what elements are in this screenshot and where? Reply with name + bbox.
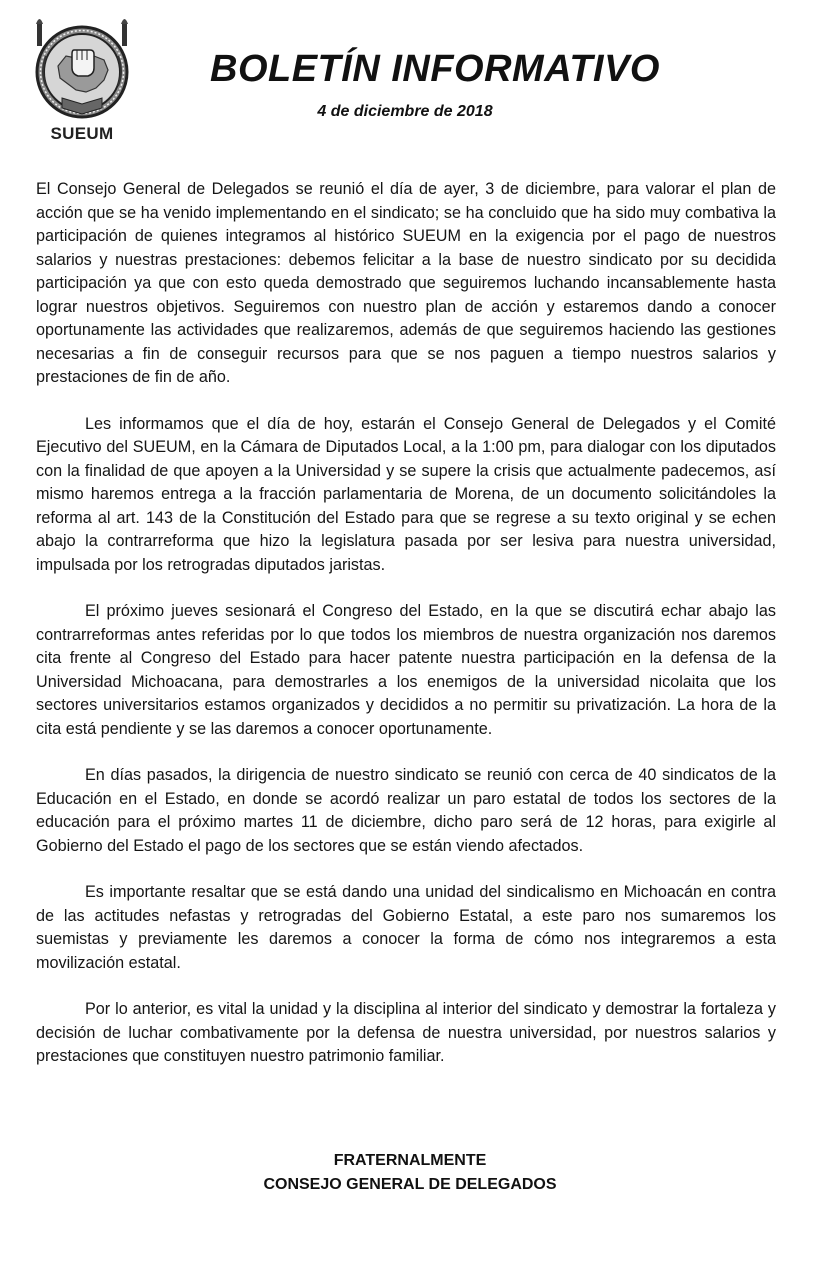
- logo-label: SUEUM: [50, 124, 114, 143]
- paragraph-4: En días pasados, la dirigencia de nuestro sindicato se reunió con cerca de 40 sindicatos de la Educación en el Estado, en donde se acordó realizar un paro estatal de todos los sectores de la educación para el próximo martes 11 de diciembre, dicho paro será de 12 horas, para exigirle al Gobierno del Estado el pago de los sectores que se están viendo afectados.: [36, 766, 776, 855]
- signature-block: [200, 1149, 620, 1197]
- bulletin-title: BOLETÍN INFORMATIVO: [210, 48, 660, 90]
- bulletin-date: 4 de diciembre de 2018: [317, 103, 493, 120]
- paragraph-5: Es importante resaltar que se está dando una unidad del sindicalismo en Michoacán en contra de las actitudes nefastas y retrogradas del Gobierno Estatal, a este paro nos sumaremos los suemistas y previamente les daremos a conocer la forma de cómo nos integraremos a esta movilización estatal.: [36, 883, 776, 972]
- closing-salutation: FRATERNALMENTE: [333, 1152, 487, 1169]
- paragraph-2: Les informamos que el día de hoy, estarán el Consejo General de Delegados y el Comité Ejecutivo del SUEUM, en la Cámara de Diputados Local, a la 1:00 pm, para dialogar con los diputados con la finalidad de que apoyen a la Universidad y se supere la crisis que actualmente padecemos, así mismo haremos entrega a la fracción parlamentaria de Morena, de un documento solicitándoles la reforma al art. 143 de la Constitución del Estado para que se regrese a su texto original y se echen abajo la contrarreforma que hizo la legislatura pasada por ser lesiva para nuestra universidad, impulsada por los retrogradas diputados jaristas.: [36, 414, 776, 574]
- paragraph-1: El Consejo General de Delegados se reunió el día de ayer, 3 de diciembre, para valorar el plan de acción que se ha venido implementando en el sindicato; se ha concluido que ha sido muy combativa la participación de quienes integramos al histórico SUEUM en la exigencia por el pago de nuestros salarios y nuestras prestaciones: debemos felicitar a la base de nuestro sindicato por su decidida participación ya que con esto queda demostrado que seguiremos luchando incansablemente hasta lograr nuestros objetivos. Seguiremos con nuestro plan de acción y estaremos dando a conocer oportunamente las actividades que realizaremos, además de que seguiremos haciendo las gestiones necesarias a fin de conseguir recursos para que se nos paguen a tiempo nuestros salarios y prestaciones de fin de año.: [36, 180, 776, 386]
- signatory: CONSEJO GENERAL DE DELEGADOS: [263, 1176, 557, 1193]
- paragraph-3: El próximo jueves sesionará el Congreso del Estado, en la que se discutirá echar abajo las contrarreformas antes referidas por lo que todos los miembros de nuestra organización nos daremos cita frente al Congreso del Estado para hacer patente nuestra participación en la defensa de la Universidad Michoacana, para demostrarles a los enemigos de la universidad nicolaita que los sectores universitarios estamos organizados y decididos a no permitir su privatización. La hora de la cita está pendiente y se las daremos a conocer oportunamente.: [36, 602, 776, 738]
- sueum-logo: [30, 16, 134, 146]
- bulletin-body: [36, 178, 776, 1092]
- paragraph-6: Por lo anterior, es vital la unidad y la disciplina al interior del sindicato y demostrar la fortaleza y decisión de luchar combativamente por la defensa de nuestra universidad, por nuestros salarios y prestaciones que constituyen nuestro patrimonio familiar.: [36, 1000, 776, 1065]
- union-seal-emblem-icon: [32, 16, 132, 128]
